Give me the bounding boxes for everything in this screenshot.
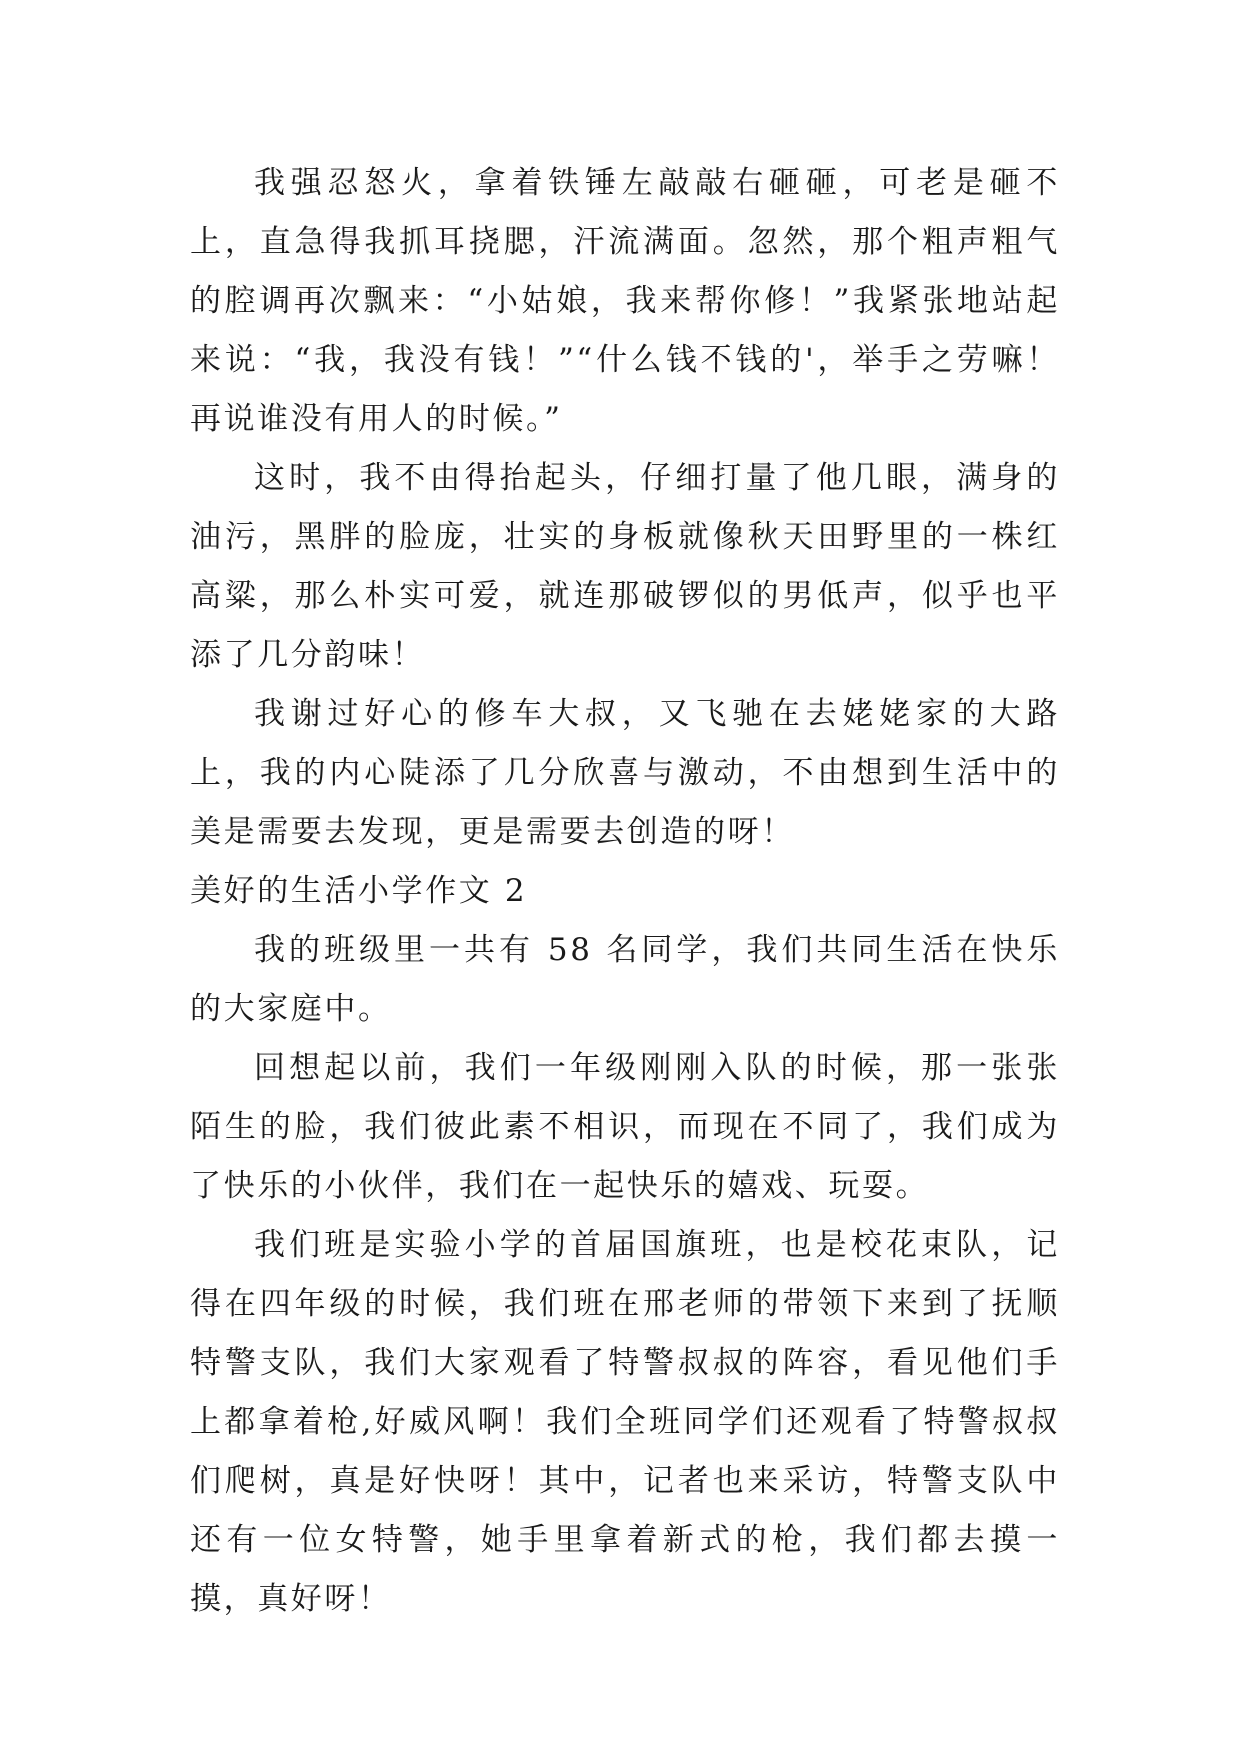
document-body bbox=[190, 154, 1060, 1629]
paragraph: 我谢过好心的修车大叔，又飞驰在去姥姥家的大路上，我的内心陡添了几分欣喜与激动，不由想到生活中的美是需要去发现，更是需要去创造的呀！ bbox=[190, 696, 1060, 850]
paragraph: 我们班是实验小学的首届国旗班，也是校花束队，记得在四年级的时候，我们班在邢老师的带领下来到了抚顺特警支队，我们大家观看了特警叔叔的阵容，看见他们手上都拿着枪,好威风啊！我们全班同学们还观看了特警叔叔们爬树，真是好快呀！其中，记者也来采访，特警支队中还有一位女特警，她手里拿着新式的枪，我们都去摸一摸，真好呀！ bbox=[190, 1227, 1060, 1617]
section-title: 美好的生活小学作文 2 bbox=[190, 873, 528, 909]
paragraph: 我的班级里一共有 58 名同学，我们共同生活在快乐的大家庭中。 bbox=[190, 932, 1060, 1027]
paragraph: 我强忍怒火，拿着铁锤左敲敲右砸砸，可老是砸不上，直急得我抓耳挠腮，汗流满面。忽然，那个粗声粗气的腔调再次飘来：“小姑娘，我来帮你修！”我紧张地站起来说：“我，我没有钱！”“什么钱不钱的'，举手之劳嘛！再说谁没有用人的时候。” bbox=[190, 165, 1060, 437]
paragraph: 这时，我不由得抬起头，仔细打量了他几眼，满身的油污，黑胖的脸庞，壮实的身板就像秋天田野里的一株红高粱，那么朴实可爱，就连那破锣似的男低声，似乎也平添了几分韵味！ bbox=[190, 460, 1060, 673]
paragraph: 回想起以前，我们一年级刚刚入队的时候，那一张张陌生的脸，我们彼此素不相识，而现在不同了，我们成为了快乐的小伙伴，我们在一起快乐的嬉戏、玩耍。 bbox=[190, 1050, 1060, 1204]
